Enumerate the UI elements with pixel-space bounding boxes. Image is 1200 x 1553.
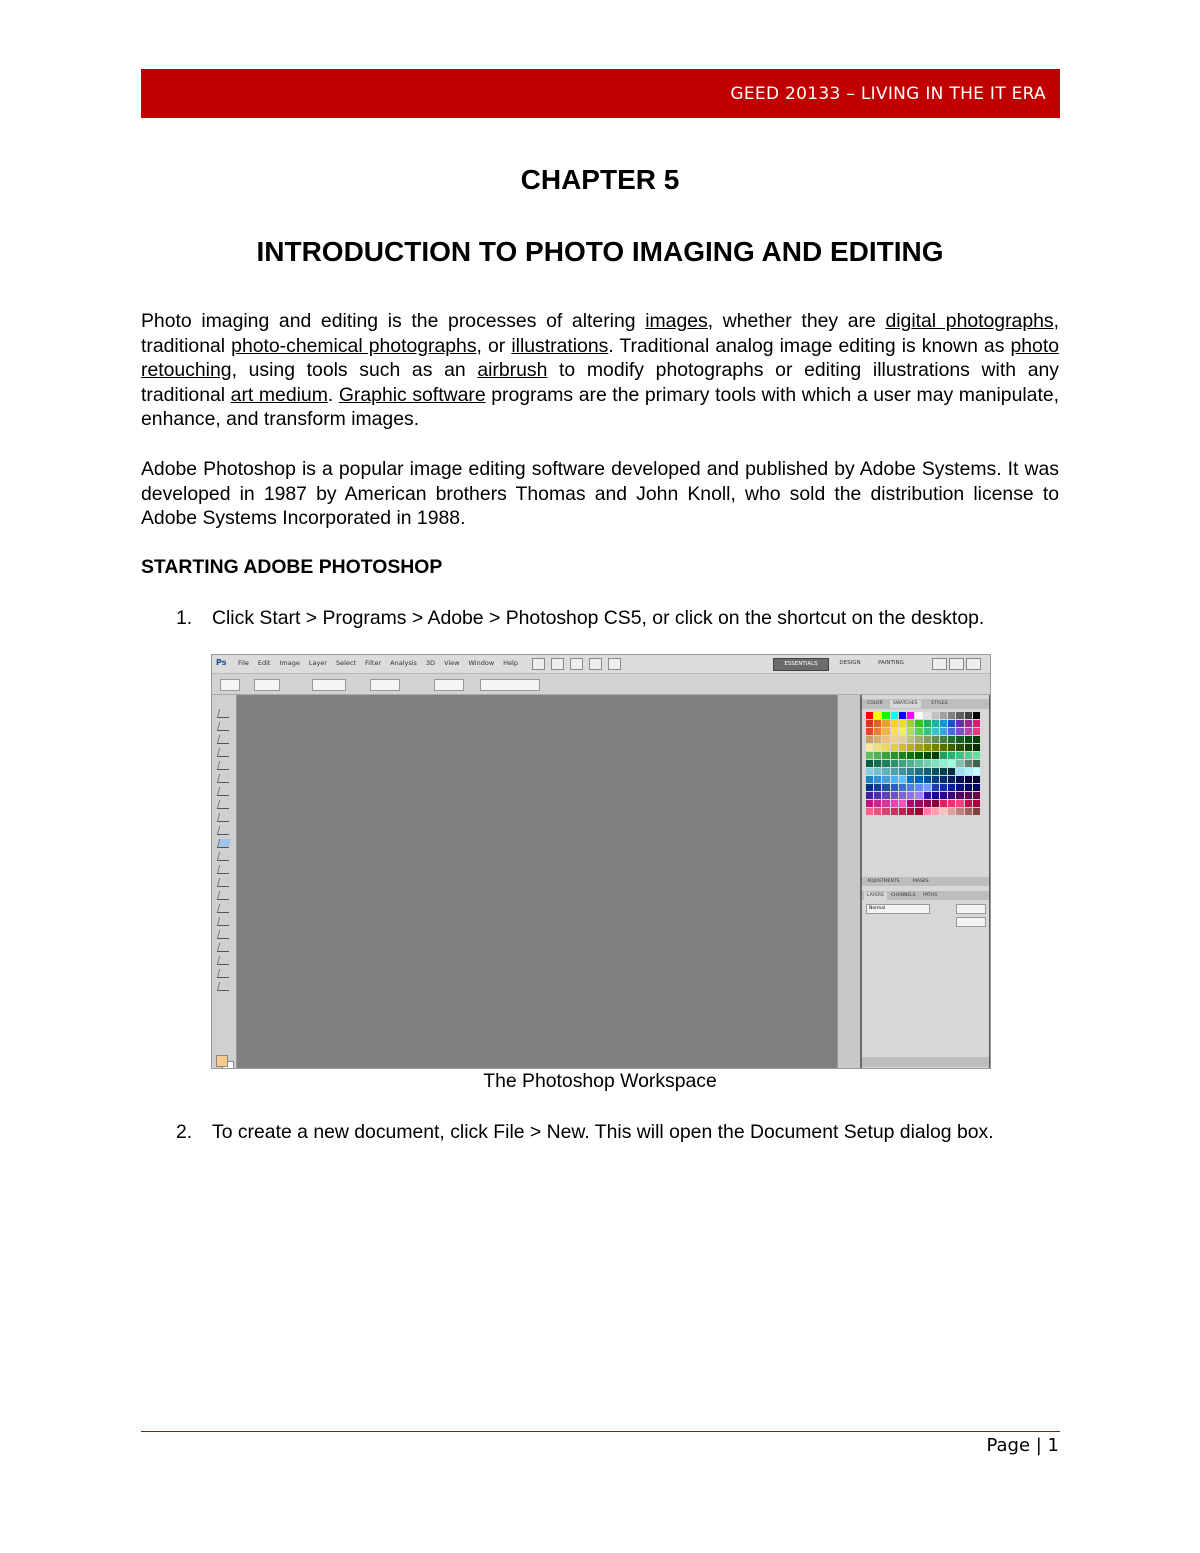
dodge-tool-icon[interactable] xyxy=(217,878,231,887)
link-images[interactable]: images xyxy=(645,310,708,332)
swatch-cell[interactable] xyxy=(899,728,906,735)
close-icon[interactable] xyxy=(966,658,981,670)
hand-tool-icon[interactable] xyxy=(217,969,231,978)
swatch-cell[interactable] xyxy=(956,800,963,807)
link-art-medium[interactable]: art medium xyxy=(230,383,328,406)
swatch-cell[interactable] xyxy=(899,776,906,783)
swatch-cell[interactable] xyxy=(940,720,947,727)
swatch-cell[interactable] xyxy=(965,792,972,799)
swatch-cell[interactable] xyxy=(907,712,914,719)
photoshop-screenshot xyxy=(211,654,991,1069)
swatch-cell[interactable] xyxy=(956,736,963,743)
swatch-cell[interactable] xyxy=(866,776,873,783)
swatch-cell[interactable] xyxy=(899,784,906,791)
ps-menu-item[interactable]: Help xyxy=(503,659,518,667)
swatch-cell[interactable] xyxy=(866,728,873,735)
swatch-cell[interactable] xyxy=(891,744,898,751)
swatch-cell[interactable] xyxy=(882,808,889,815)
swatch-cell[interactable] xyxy=(907,784,914,791)
section-heading: STARTING ADOBE PHOTOSHOP xyxy=(141,556,443,578)
swatch-cell[interactable] xyxy=(866,736,873,743)
link-digital-photographs[interactable]: digital photographs xyxy=(885,310,1054,332)
swatch-cell[interactable] xyxy=(874,760,881,767)
course-label: GEED 20133 – LIVING IN THE IT ERA xyxy=(730,84,1046,104)
swatch-cell[interactable] xyxy=(948,720,955,727)
swatch-cell[interactable] xyxy=(907,720,914,727)
swatch-cell[interactable] xyxy=(940,744,947,751)
swatch-cell[interactable] xyxy=(973,736,980,743)
workspace-essentials[interactable]: ESSENTIALS xyxy=(773,658,829,671)
swatch-cell[interactable] xyxy=(948,800,955,807)
swatch-cell[interactable] xyxy=(907,776,914,783)
swatch-cell[interactable] xyxy=(915,808,922,815)
lasso-tool-icon[interactable] xyxy=(217,735,231,744)
swatch-cell[interactable] xyxy=(891,720,898,727)
swatch-cell[interactable] xyxy=(874,808,881,815)
swatch-cell[interactable] xyxy=(891,768,898,775)
ps-menu-item[interactable]: Filter xyxy=(365,659,382,667)
swatch-cell[interactable] xyxy=(924,712,931,719)
link-illustrations[interactable]: illustrations xyxy=(511,334,609,357)
swatch-cell[interactable] xyxy=(899,720,906,727)
swatch-cell[interactable] xyxy=(932,768,939,775)
type-tool-icon[interactable] xyxy=(217,904,231,913)
swatch-cell[interactable] xyxy=(915,728,922,735)
swatch-cell[interactable] xyxy=(932,792,939,799)
swatch-cell[interactable] xyxy=(866,752,873,759)
swatch-cell[interactable] xyxy=(973,720,980,727)
swatch-cell[interactable] xyxy=(932,736,939,743)
ps-menu-item[interactable]: Window xyxy=(468,659,495,667)
swatch-cell[interactable] xyxy=(956,744,963,751)
ps-options-bar xyxy=(212,674,990,695)
adjustments-tabs xyxy=(862,877,989,886)
swatch-cell[interactable] xyxy=(891,736,898,743)
swatch-cell[interactable] xyxy=(874,752,881,759)
swatch-cell[interactable] xyxy=(874,768,881,775)
swatch-cell[interactable] xyxy=(907,736,914,743)
step-text: To create a new document, click File > New. This will open the Document Setup dialog box. xyxy=(212,1121,994,1143)
maximize-icon[interactable] xyxy=(949,658,964,670)
step-number: 2. xyxy=(176,1121,193,1143)
intro-paragraph: Photo imaging and editing is the processes of altering images, whether they are digital photographs, traditional photo-chemical photographs, or illustrations. Traditional analog image editing is known as photo retouching, using tools such as an airbrush to modify photographs or editing illustrations with any traditional art medium. Graphic software programs are the primary tools with which a user may manipulate, enhance, and transform images. xyxy=(141,310,1060,431)
swatch-cell[interactable] xyxy=(948,712,955,719)
foreground-color-swatch[interactable] xyxy=(216,1055,228,1067)
ps-app-bar-icons xyxy=(532,658,621,670)
header-band xyxy=(141,69,1060,118)
eraser-tool-icon[interactable] xyxy=(217,839,231,848)
swatch-cell[interactable] xyxy=(866,760,873,767)
swatch-cell[interactable] xyxy=(965,800,972,807)
ps-menubar xyxy=(212,655,990,674)
swatch-cell[interactable] xyxy=(973,712,980,719)
swatch-cell[interactable] xyxy=(899,808,906,815)
swatch-cell[interactable] xyxy=(924,720,931,727)
link-airbrush[interactable]: airbrush xyxy=(477,359,548,382)
swatch-cell[interactable] xyxy=(882,768,889,775)
swatch-cell[interactable] xyxy=(874,776,881,783)
ps-toolbox xyxy=(212,695,237,1068)
swatch-cell[interactable] xyxy=(948,760,955,767)
swatches-panel-tabs xyxy=(862,699,989,709)
swatch-grid xyxy=(866,712,980,815)
swatch-cell[interactable] xyxy=(956,768,963,775)
swatch-cell[interactable] xyxy=(899,800,906,807)
swatch-cell[interactable] xyxy=(866,800,873,807)
swatch-cell[interactable] xyxy=(948,776,955,783)
blur-tool-icon[interactable] xyxy=(217,865,231,874)
swatch-cell[interactable] xyxy=(915,800,922,807)
swatch-cell[interactable] xyxy=(924,760,931,767)
swatch-cell[interactable] xyxy=(874,720,881,727)
tab-channels[interactable]: CHANNELS xyxy=(891,893,916,898)
ps-menu-item[interactable]: Image xyxy=(279,659,300,667)
swatch-cell[interactable] xyxy=(874,784,881,791)
brush-preset-icon[interactable] xyxy=(220,679,240,691)
swatch-cell[interactable] xyxy=(924,736,931,743)
swatch-cell[interactable] xyxy=(940,768,947,775)
swatch-cell[interactable] xyxy=(948,736,955,743)
swatch-cell[interactable] xyxy=(915,744,922,751)
swatch-cell[interactable] xyxy=(915,752,922,759)
ps-menu-item[interactable]: Analysis xyxy=(390,659,417,667)
tab-color[interactable]: COLOR xyxy=(867,701,883,706)
workspace-painting[interactable]: PAINTING xyxy=(878,660,904,666)
link-photo-chemical-photographs[interactable]: photo-chemical photographs xyxy=(231,334,477,357)
ps-canvas-area[interactable] xyxy=(237,695,837,1068)
swatch-cell[interactable] xyxy=(882,776,889,783)
swatch-cell[interactable] xyxy=(907,792,914,799)
swatch-cell[interactable] xyxy=(932,744,939,751)
swatch-cell[interactable] xyxy=(924,808,931,815)
swatch-cell[interactable] xyxy=(882,736,889,743)
tab-paths[interactable]: PATHS xyxy=(923,893,938,898)
swatch-cell[interactable] xyxy=(940,784,947,791)
swatch-cell[interactable] xyxy=(948,792,955,799)
swatch-cell[interactable] xyxy=(973,800,980,807)
swatch-cell[interactable] xyxy=(882,728,889,735)
minibridge-icon[interactable] xyxy=(551,658,564,670)
swatch-cell[interactable] xyxy=(915,736,922,743)
swatch-cell[interactable] xyxy=(874,712,881,719)
swatch-cell[interactable] xyxy=(882,712,889,719)
link-photo-retouching[interactable]: photo retouching xyxy=(141,334,1060,382)
swatch-cell[interactable] xyxy=(948,728,955,735)
swatch-cell[interactable] xyxy=(866,792,873,799)
mode-select[interactable] xyxy=(312,679,346,691)
page-title: INTRODUCTION TO PHOTO IMAGING AND EDITING xyxy=(256,236,944,267)
swatch-cell[interactable] xyxy=(940,752,947,759)
link-graphic-software[interactable]: Graphic software xyxy=(338,383,486,406)
swatch-cell[interactable] xyxy=(882,752,889,759)
swatch-cell[interactable] xyxy=(973,776,980,783)
swatch-cell[interactable] xyxy=(915,712,922,719)
swatch-cell[interactable] xyxy=(882,784,889,791)
swatch-cell[interactable] xyxy=(940,736,947,743)
swatch-cell[interactable] xyxy=(907,760,914,767)
ps-menu-item[interactable]: Layer xyxy=(308,659,327,667)
swatch-cell[interactable] xyxy=(940,728,947,735)
swatch-cell[interactable] xyxy=(965,768,972,775)
tab-layers[interactable]: LAYERS xyxy=(864,892,887,900)
ps-menu-item[interactable]: 3D xyxy=(425,659,436,667)
swatch-cell[interactable] xyxy=(956,720,963,727)
swatch-cell[interactable] xyxy=(874,728,881,735)
ps-menu-list xyxy=(238,659,518,667)
tab-adjustments[interactable]: ADJUSTMENTS xyxy=(867,879,900,884)
swatch-cell[interactable] xyxy=(915,784,922,791)
swatch-cell[interactable] xyxy=(866,712,873,719)
swatch-cell[interactable] xyxy=(924,752,931,759)
swatch-cell[interactable] xyxy=(932,720,939,727)
brush-size-icon[interactable] xyxy=(254,679,280,691)
swatch-cell[interactable] xyxy=(965,760,972,767)
swatch-cell[interactable] xyxy=(932,800,939,807)
swatch-cell[interactable] xyxy=(965,720,972,727)
swatch-cell[interactable] xyxy=(891,712,898,719)
swatch-cell[interactable] xyxy=(948,808,955,815)
swatch-cell[interactable] xyxy=(924,800,931,807)
swatch-cell[interactable] xyxy=(965,728,972,735)
swatch-cell[interactable] xyxy=(948,744,955,751)
gradient-tool-icon[interactable] xyxy=(217,852,231,861)
flow-field[interactable] xyxy=(434,679,464,691)
path-select-tool-icon[interactable] xyxy=(217,917,231,926)
swatch-cell[interactable] xyxy=(891,792,898,799)
swatch-cell[interactable] xyxy=(973,792,980,799)
swatch-cell[interactable] xyxy=(965,744,972,751)
swatch-cell[interactable] xyxy=(932,808,939,815)
swatch-cell[interactable] xyxy=(973,752,980,759)
zoom-tool-icon[interactable] xyxy=(217,982,231,991)
swatch-cell[interactable] xyxy=(874,736,881,743)
swatch-cell[interactable] xyxy=(899,792,906,799)
tab-swatches[interactable]: SWATCHES xyxy=(890,700,921,708)
clone-stamp-tool-icon[interactable] xyxy=(217,813,231,822)
swatch-cell[interactable] xyxy=(932,784,939,791)
swatch-cell[interactable] xyxy=(973,768,980,775)
ps-collapsed-dock xyxy=(837,695,860,1068)
swatch-cell[interactable] xyxy=(899,752,906,759)
layer-opacity-field[interactable] xyxy=(956,904,986,914)
swatch-cell[interactable] xyxy=(882,792,889,799)
minimize-icon[interactable] xyxy=(932,658,947,670)
quick-select-tool-icon[interactable] xyxy=(217,748,231,757)
swatch-cell[interactable] xyxy=(866,744,873,751)
ps-menu-item[interactable]: Edit xyxy=(257,659,271,667)
swatch-cell[interactable] xyxy=(899,712,906,719)
swatch-cell[interactable] xyxy=(956,728,963,735)
swatch-cell[interactable] xyxy=(965,784,972,791)
swatch-cell[interactable] xyxy=(924,792,931,799)
pen-tool-icon[interactable] xyxy=(217,891,231,900)
layers-tabs xyxy=(862,891,989,900)
history-brush-tool-icon[interactable] xyxy=(217,826,231,835)
step-number: 1. xyxy=(176,607,193,629)
swatch-cell[interactable] xyxy=(965,712,972,719)
swatch-cell[interactable] xyxy=(948,784,955,791)
move-tool-icon[interactable] xyxy=(217,709,231,718)
swatch-cell[interactable] xyxy=(907,808,914,815)
layers-footer-icons xyxy=(862,1057,989,1067)
swatch-cell[interactable] xyxy=(891,800,898,807)
swatch-cell[interactable] xyxy=(907,752,914,759)
opacity-field[interactable] xyxy=(370,679,400,691)
swatch-cell[interactable] xyxy=(866,720,873,727)
swatch-cell[interactable] xyxy=(899,736,906,743)
swatch-cell[interactable] xyxy=(907,800,914,807)
swatch-cell[interactable] xyxy=(956,712,963,719)
swatch-cell[interactable] xyxy=(915,760,922,767)
eyedropper-tool-icon[interactable] xyxy=(217,774,231,783)
brush-tool-icon[interactable] xyxy=(217,800,231,809)
swatch-cell[interactable] xyxy=(874,792,881,799)
tab-styles[interactable]: STYLES xyxy=(931,701,948,706)
step-text: Click Start > Programs > Adobe > Photoshop CS5, or click on the shortcut on the desktop. xyxy=(212,607,985,629)
swatch-cell[interactable] xyxy=(965,776,972,783)
screen-mode-icon[interactable] xyxy=(608,658,621,670)
swatch-cell[interactable] xyxy=(874,800,881,807)
swatch-cell[interactable] xyxy=(915,720,922,727)
swatch-cell[interactable] xyxy=(924,784,931,791)
swatch-cell[interactable] xyxy=(932,776,939,783)
swatch-cell[interactable] xyxy=(866,784,873,791)
swatch-cell[interactable] xyxy=(924,744,931,751)
swatch-cell[interactable] xyxy=(940,808,947,815)
blend-mode-select[interactable]: Normal xyxy=(866,904,930,914)
swatch-cell[interactable] xyxy=(882,720,889,727)
swatch-cell[interactable] xyxy=(965,808,972,815)
swatch-cell[interactable] xyxy=(924,768,931,775)
chapter-label: CHAPTER 5 xyxy=(520,164,680,195)
swatch-cell[interactable] xyxy=(907,728,914,735)
ps-logo-icon: Ps xyxy=(216,658,227,667)
swatch-cell[interactable] xyxy=(882,800,889,807)
ps-menu-item[interactable]: Select xyxy=(335,659,357,667)
marquee-tool-icon[interactable] xyxy=(217,722,231,731)
3d-rotate-tool-icon[interactable] xyxy=(217,943,231,952)
ps-menu-item[interactable]: View xyxy=(444,659,460,667)
swatch-cell[interactable] xyxy=(973,784,980,791)
shape-tool-icon[interactable] xyxy=(217,930,231,939)
healing-tool-icon[interactable] xyxy=(217,787,231,796)
swatch-cell[interactable] xyxy=(940,760,947,767)
swatch-cell[interactable] xyxy=(866,808,873,815)
swatch-cell[interactable] xyxy=(915,792,922,799)
swatch-cell[interactable] xyxy=(956,808,963,815)
swatch-cell[interactable] xyxy=(891,784,898,791)
swatch-cell[interactable] xyxy=(940,776,947,783)
swatch-cell[interactable] xyxy=(965,736,972,743)
swatch-cell[interactable] xyxy=(907,744,914,751)
swatch-cell[interactable] xyxy=(932,728,939,735)
swatch-cell[interactable] xyxy=(956,760,963,767)
workspace-design[interactable]: DESIGN xyxy=(839,660,861,666)
swatch-cell[interactable] xyxy=(866,768,873,775)
about-paragraph: Adobe Photoshop is a popular image editing software developed and published by Adobe Systems. It was developed in 1987 by American brothers Thomas and John Knoll, who sold the distribution license to Adobe Systems Incorporated in 1988. xyxy=(141,458,1059,530)
swatch-cell[interactable] xyxy=(924,776,931,783)
swatch-cell[interactable] xyxy=(899,744,906,751)
swatch-cell[interactable] xyxy=(891,776,898,783)
swatch-cell[interactable] xyxy=(899,760,906,767)
ps-menu-item[interactable]: File xyxy=(238,659,249,667)
swatch-cell[interactable] xyxy=(891,752,898,759)
swatch-cell[interactable] xyxy=(915,776,922,783)
figure-caption: The Photoshop Workspace xyxy=(483,1070,717,1092)
crop-tool-icon[interactable] xyxy=(217,761,231,770)
swatch-cell[interactable] xyxy=(973,728,980,735)
swatch-cell[interactable] xyxy=(948,768,955,775)
swatch-cell[interactable] xyxy=(932,760,939,767)
swatch-cell[interactable] xyxy=(940,792,947,799)
layer-fill-field[interactable] xyxy=(956,917,986,927)
ps-panels xyxy=(860,695,989,1068)
page-number: Page | 1 xyxy=(986,1435,1059,1456)
swatch-cell[interactable] xyxy=(915,768,922,775)
swatch-cell[interactable] xyxy=(956,784,963,791)
bridge-icon[interactable] xyxy=(532,658,545,670)
swatch-cell[interactable] xyxy=(965,752,972,759)
swatch-cell[interactable] xyxy=(891,760,898,767)
swatch-cell[interactable] xyxy=(940,712,947,719)
swatch-cell[interactable] xyxy=(891,728,898,735)
zoom-level-icon[interactable] xyxy=(570,658,583,670)
swatch-cell[interactable] xyxy=(940,800,947,807)
swatch-cell[interactable] xyxy=(956,792,963,799)
swatch-cell[interactable] xyxy=(932,712,939,719)
3d-orbit-tool-icon[interactable] xyxy=(217,956,231,965)
swatch-cell[interactable] xyxy=(948,752,955,759)
airbrush-toggle[interactable] xyxy=(480,679,540,691)
swatch-cell[interactable] xyxy=(973,760,980,767)
swatch-cell[interactable] xyxy=(882,760,889,767)
swatch-cell[interactable] xyxy=(973,744,980,751)
swatch-cell[interactable] xyxy=(973,808,980,815)
swatch-cell[interactable] xyxy=(907,768,914,775)
swatch-cell[interactable] xyxy=(891,808,898,815)
swatch-cell[interactable] xyxy=(932,752,939,759)
swatch-cell[interactable] xyxy=(882,744,889,751)
arrange-icon[interactable] xyxy=(589,658,602,670)
tab-masks[interactable]: MASKS xyxy=(913,879,929,884)
swatch-cell[interactable] xyxy=(899,768,906,775)
swatch-cell[interactable] xyxy=(874,744,881,751)
footer-rule xyxy=(141,1431,1060,1432)
swatch-cell[interactable] xyxy=(956,776,963,783)
swatch-cell[interactable] xyxy=(924,728,931,735)
swatch-cell[interactable] xyxy=(956,752,963,759)
